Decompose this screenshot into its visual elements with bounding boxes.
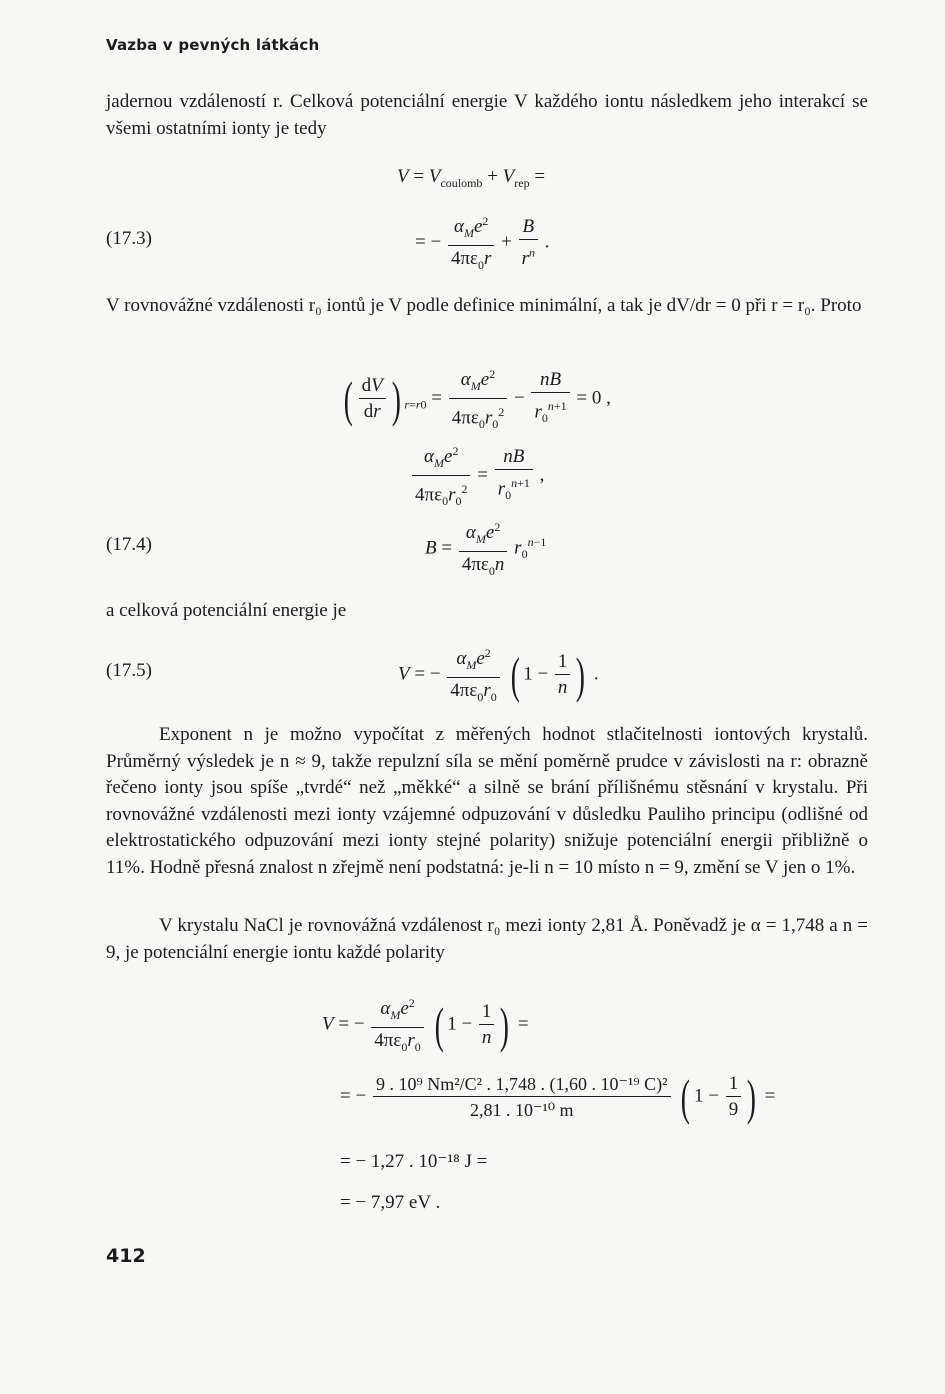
eq-17-4-derivative: ( $\frac{dV}{dr}$ ) $_{r=r0}$ = $\frac{\alpha_Me^2}{4\pi\varepsilon_0r_0^2}$ − $\frac{nB}{r_0^{n+1}}$ = 0 ,: [340, 363, 611, 435]
paragraph-1: jadernou vzdáleností r. Celková potenciální energie V každého iontu následkem jeho interakcí se všemi ostatními ionty je tedy: [106, 91, 868, 139]
calc-line-4: = − 7,97 eV .: [340, 1192, 441, 1213]
eq-17-5-number: (17.5): [106, 660, 152, 681]
paragraph-5: V krystalu NaCl je rovnovážná vzdálenost r₀ mezi ionty 2,81 Å. Poněvadž je α = 1,748 a n = 9, je potenciální energie iontu každé polarity: [106, 915, 868, 963]
eq-17-5: V = − $\frac{\alpha_Me^2}{4\pi\varepsilon_0r_0}$ ( 1 − $\frac{1}{n}$ ) .: [398, 642, 599, 708]
eq-17-4-result: B = $\frac{\alpha_Me^2}{4\pi\varepsilon_0n}$ $r_0^{n-1}$: [425, 516, 546, 582]
eq-17-3-line1: $V = V_{coulomb} + V_{rep}$ =: [397, 166, 546, 190]
eq-17-3-line2: = − $\frac{\alpha_Me^2}{4\pi\varepsilon_0r}$ + $\frac{B}{r^n}$ .: [415, 210, 550, 276]
eq-17-3-number: (17.3): [106, 228, 152, 249]
paragraph-4: Exponent n je možno vypočítat z měřených hodnot stlačitelnosti iontových krystalů. Průměrný výsledek je n ≈ 9, takže repulzní síla se mění poměrně prudce v závislosti na r: obrazně řečeno ionty jsou spíše „tvrdé“ než „měkké“ a silně se brání přílišnému stěsnání v krystalu. Při rovnovážné vzdálenosti mezi ionty vzájemné odpuzování v důsledku Pauliho principu (odlišné od elektrostatického odpuzování mezi ionty stejné polarity) snižuje potenciální energii přibližně o 11%. Hodně přesná znalost n zřejmě není podstatná: je-li n = 10 místo n = 9, změní se V jen o 1%.: [106, 724, 868, 878]
calc-line-2: = − $\frac{\text{9 . 10⁹ Nm²/C² . 1,748 . (1,60 . 10⁻¹⁹ C)²}}{\text{2,81 . 10⁻¹⁰ m}}$ ( 1 − $\frac{1}{9}$ ) =: [340, 1069, 776, 1125]
paragraph-2: V rovnovážné vzdálenosti r₀ iontů je V podle definice minimální, a tak je dV/dr = 0 při r = r₀. Proto: [106, 295, 862, 316]
calc-line-1: V = − $\frac{\alpha_Me^2}{4\pi\varepsilon_0r_0}$ ( 1 − $\frac{1}{n}$ ) =: [322, 992, 529, 1058]
page-number: 412: [106, 1245, 146, 1267]
running-header: Vazba v pevných látkách: [106, 36, 320, 54]
calc-line-3: = − 1,27 . 10⁻¹⁸ J =: [340, 1151, 488, 1172]
eq-17-4-number: (17.4): [106, 534, 152, 555]
paragraph-3: a celková potenciální energie je: [106, 600, 347, 621]
eq-17-4-equality: $\frac{\alpha_Me^2}{4\pi\varepsilon_0r_0^2}$ = $\frac{nB}{r_0^{n+1}}$ ,: [410, 440, 544, 512]
